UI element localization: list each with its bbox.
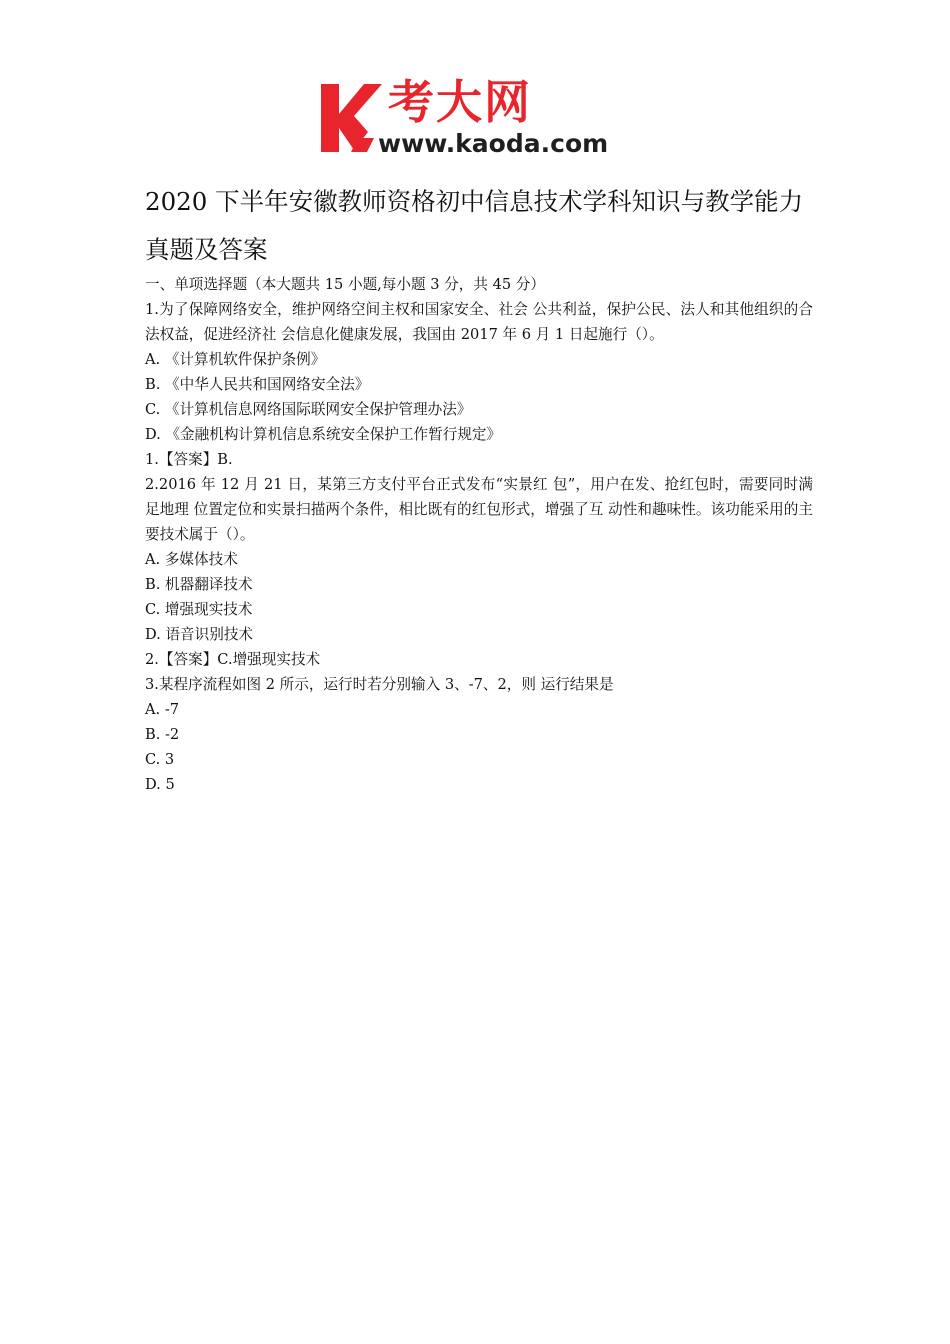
kaoda-logo (318, 76, 640, 158)
question-1-option-b: B. 《中华人民共和国网络安全法》 (145, 376, 370, 393)
question-2-option-a: A. 多媒体技术 (145, 551, 238, 568)
question-1-answer: 1.【答案】B. (145, 451, 233, 468)
page-title: 2020 下半年安徽教师资格初中信息技术学科知识与教学能力真题及答案 (145, 187, 804, 264)
section-header: 一、单项选择题（本大题共 15 小题,每小题 3 分，共 45 分） (145, 276, 545, 293)
question-2 (145, 472, 813, 672)
question-3 (145, 672, 813, 797)
document-body (145, 272, 813, 797)
question-1-option-d: D. 《金融机构计算机信息系统安全保护工作暂行规定》 (145, 426, 502, 443)
question-1-stem: 1.为了保障网络安全，维护网络空间主权和国家安全、社会 公共利益，保护公民、法人和其他组织的合法权益，促进经济社 会信息化健康发展，我国由 2017 年 6 月 1 日起施行（）。 (145, 301, 813, 343)
logo-brand-name: 考大网 (388, 75, 532, 129)
question-1-option-c: C. 《计算机信息网络国际联网安全保护管理办法》 (145, 401, 472, 418)
question-2-option-d: D. 语音识别技术 (145, 626, 254, 643)
question-1-option-a: A. 《计算机软件保护条例》 (145, 351, 326, 368)
question-1 (145, 297, 813, 472)
question-2-answer: 2.【答案】C.增强现实技术 (145, 651, 321, 668)
question-2-stem: 2.2016 年 12 月 21 日，某第三方支付平台正式发布“实景红 包”，用户在发、抢红包时，需要同时满足地理 位置定位和实景扫描两个条件，相比既有的红包形式，增强了互 动性和趣味性。该功能采用的主要技术属于（）。 (145, 476, 813, 543)
k-logo-icon (318, 80, 384, 156)
question-3-option-d: D. 5 (145, 776, 175, 793)
question-3-stem: 3.某程序流程如图 2 所示，运行时若分别输入 3、-7、2，则 运行结果是 (145, 676, 614, 693)
question-3-option-b: B. -2 (145, 726, 180, 743)
question-2-option-b: B. 机器翻译技术 (145, 576, 253, 593)
logo-url: www.kaoda.com (378, 129, 609, 158)
question-3-option-a: A. -7 (145, 701, 180, 718)
question-3-option-c: C. 3 (145, 751, 175, 768)
question-2-option-c: C. 增强现实技术 (145, 601, 253, 618)
